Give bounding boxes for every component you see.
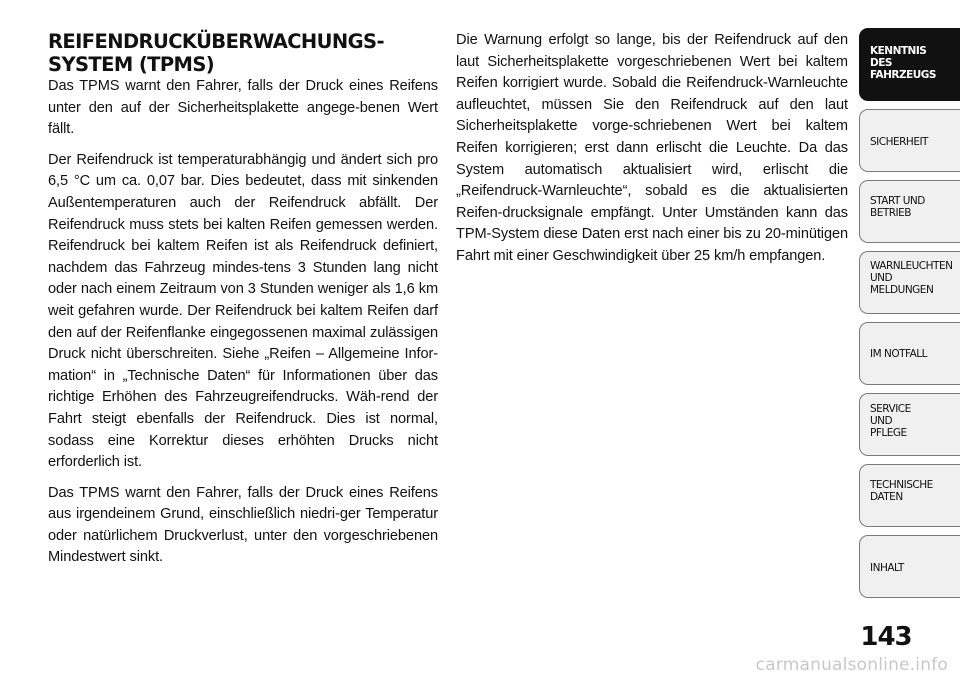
paragraph: Das TPMS warnt den Fahrer, falls der Druck eines Reifens unter den auf der Sicherheitsplakette angege-benen Wert fällt. [48, 78, 438, 138]
section-heading-line1: REIFENDRUCKÜBERWACHUNGS- [48, 30, 384, 53]
tab-service-und-pflege[interactable] [859, 393, 960, 456]
tab-inhalt[interactable] [859, 535, 960, 598]
tab-start-und-betrieb[interactable] [859, 180, 960, 243]
left-text-column [48, 76, 438, 578]
tab-label: START UND BETRIEB [870, 195, 925, 219]
tab-label: TECHNISCHE DATEN [870, 479, 933, 503]
tab-label: SICHERHEIT [870, 136, 928, 148]
watermark: carmanualsonline.info [755, 655, 948, 675]
page-number: 143 [860, 622, 912, 652]
tab-kenntnis-des-fahrzeugs[interactable] [859, 28, 960, 101]
tab-technische-daten[interactable] [859, 464, 960, 527]
tab-label: KENNTNIS DES FAHRZEUGS [870, 45, 936, 81]
right-text-column [456, 30, 848, 277]
tab-sicherheit[interactable] [859, 109, 960, 172]
paragraph: Die Warnung erfolgt so lange, bis der Reifendruck auf den laut Sicherheitsplakette vorgeschriebenen Wert bei kaltem Reifen korrigiert wurde. Sobald die Reifendruck-Warnleuchte aufleuchtet, müssen Sie den Reifendruck auf den laut Sicherheitsplakette vorge-schriebenen Wert bei kaltem Reifen korrigieren; erst dann erlischt die Leuchte. Da das System automatisch aktualisiert wird, erlischt die „Reifendruck-Warnleuchte“, sobald es die aktualisierten Reifen-drucksignale empfängt. Unter Umständen kann das TPM-System diese Daten erst nach einer bis zu 20-minütigen Fahrt mit einer Geschwindigkeit über 25 km/h empfangen. [456, 32, 848, 264]
tab-im-notfall[interactable] [859, 322, 960, 385]
tab-label: INHALT [870, 562, 904, 574]
tab-label: SERVICE UND PFLEGE [870, 403, 911, 439]
chapter-tabs [859, 28, 960, 606]
paragraph: Der Reifendruck ist temperaturabhängig und ändert sich pro 6,5 °C um ca. 0,07 bar. Dies bedeutet, dass mit sinkenden Außentemperaturen auch der Reifendruck abfällt. Der Reifendruck muss stets bei kalten Reifen gemessen werden. Reifendruck bei kaltem Reifen ist als Reifendruck definiert, nachdem das Fahrzeug mindes-tens 3 Stunden lang nicht oder nach einem Zeitraum von 3 Stunden weniger als 1,6 km weit gefahren wurde. Der Reifendruck bei kaltem Reifen darf den auf der Reifenflanke eingegossenen maximal zulässigen Druck nicht überschreiten. Siehe „Reifen – Allgemeine Infor-mation“ in „Technische Daten“ für Informationen über das richtige Erhöhen des Fahrzeugreifendrucks. Wäh-rend der Fahrt steigt ebenfalls der Reifendruck. Dies ist normal, sodass eine Korrektur dieses erhöhten Drucks nicht erforderlich ist. [48, 151, 438, 471]
section-heading [48, 30, 448, 76]
tab-label: IM NOTFALL [870, 348, 927, 360]
paragraph: Das TPMS warnt den Fahrer, falls der Druck eines Reifens aus irgendeinem Grund, einschließlich niedri-ger Temperatur oder natürlichem Druckverlust, unter den vorgeschriebenen Mindestwert sinkt. [48, 484, 438, 566]
tab-warnleuchten-und-meldungen[interactable] [859, 251, 960, 314]
section-heading-line2: SYSTEM (TPMS) [48, 53, 215, 76]
tab-label: WARNLEUCHTEN UND MELDUNGEN [870, 260, 953, 296]
